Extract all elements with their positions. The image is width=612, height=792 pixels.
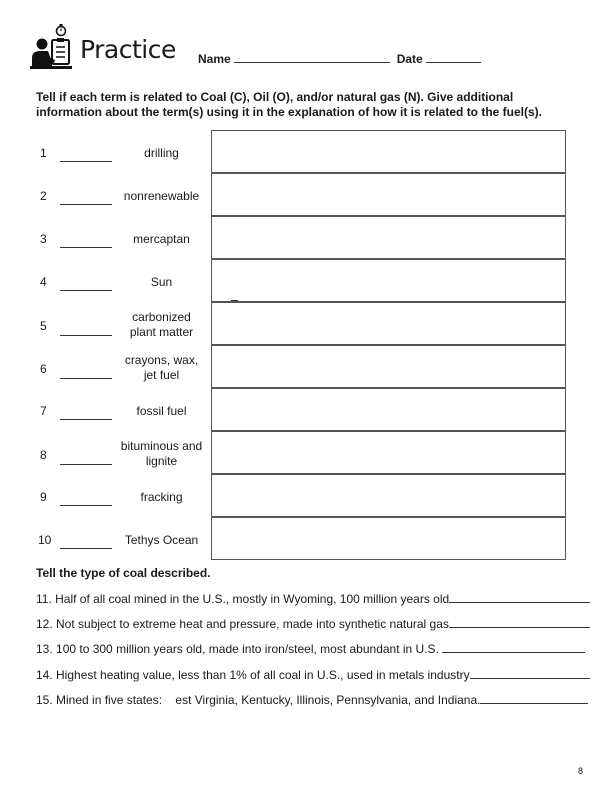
answer-blank[interactable] [60, 323, 112, 336]
coal-question [36, 692, 588, 707]
answer-blank[interactable] [60, 149, 112, 162]
page-number: 8 [578, 766, 584, 776]
term-number: 10 [38, 533, 52, 547]
term-row [36, 345, 566, 388]
term-number: 5 [40, 319, 47, 333]
coal-question [36, 641, 585, 656]
term-label: crayons, wax, jet fuel [124, 353, 199, 382]
explanation-box[interactable] [211, 216, 566, 259]
answer-blank[interactable] [60, 493, 112, 506]
explanation-box[interactable] [211, 259, 566, 302]
answer-line[interactable] [449, 616, 590, 628]
term-number: 7 [40, 404, 47, 418]
instructions: Tell if each term is related to Coal (C), Oil (O), and/or natural gas (N). Give additional information about the term(s) using it in the explanation of how it is related to the fuel(s). [36, 90, 543, 119]
term-row [36, 517, 566, 560]
term-row [36, 173, 566, 216]
term-number: 4 [40, 275, 47, 289]
answer-line[interactable] [480, 692, 588, 704]
coal-question [36, 667, 590, 682]
term-label: Tethys Ocean [124, 533, 199, 547]
explanation-box[interactable] [211, 517, 566, 560]
explanation-box[interactable] [211, 302, 566, 345]
student-practice-icon [30, 22, 74, 70]
term-row [36, 431, 566, 474]
term-label: drilling [144, 146, 179, 160]
term-row [36, 474, 566, 517]
answer-line[interactable] [470, 667, 590, 679]
explanation-box[interactable] [211, 474, 566, 517]
question-text: 14. Highest heating value, less than 1% of all coal in U.S., used in metals industry [36, 668, 470, 682]
explanation-box[interactable] [211, 130, 566, 173]
answer-line[interactable] [442, 641, 585, 653]
name-label: Name [198, 52, 231, 66]
coal-section-heading: Tell the type of coal described. [36, 566, 211, 580]
answer-blank[interactable] [60, 366, 112, 379]
answer-blank[interactable] [60, 452, 112, 465]
name-date-field[interactable] [198, 52, 481, 66]
answer-blank[interactable] [60, 407, 112, 420]
term-number: 1 [40, 146, 47, 160]
term-label: fracking [140, 490, 183, 504]
term-number: 8 [40, 448, 47, 462]
coal-question [36, 591, 590, 606]
term-row [36, 216, 566, 259]
question-text: 11. Half of all coal mined in the U.S., mostly in Wyoming, 100 million years old [36, 592, 450, 606]
term-number: 9 [40, 490, 47, 504]
answer-blank[interactable] [60, 192, 112, 205]
explanation-box[interactable] [211, 388, 566, 431]
term-row [36, 130, 566, 173]
explanation-box[interactable] [211, 345, 566, 388]
answer-blank[interactable] [60, 235, 112, 248]
explanation-box[interactable] [211, 431, 566, 474]
term-label: Sun [150, 275, 173, 289]
term-number: 6 [40, 362, 47, 376]
term-label: fossil fuel [136, 404, 187, 418]
explanation-box[interactable] [211, 173, 566, 216]
term-label: bituminous and lignite [120, 439, 203, 468]
term-row [36, 259, 566, 302]
answer-blank[interactable] [60, 278, 112, 291]
page-title: Practice [80, 35, 176, 64]
answer-line[interactable] [449, 591, 590, 603]
term-label: nonrenewable [123, 189, 200, 203]
question-text: 13. 100 to 300 million years old, made into iron/steel, most abundant in U.S. [36, 642, 439, 656]
page-header [30, 22, 590, 72]
term-number: 2 [40, 189, 47, 203]
term-row [36, 388, 566, 431]
coal-question [36, 616, 590, 631]
term-label: carbonized plant matter [129, 310, 194, 339]
stray-mark [231, 300, 238, 301]
question-text: 12. Not subject to extreme heat and pressure, made into synthetic natural gas [36, 617, 449, 631]
answer-blank[interactable] [60, 536, 112, 549]
date-label: Date [396, 52, 423, 66]
term-number: 3 [40, 232, 47, 246]
question-text: 15. Mined in five states: est Virginia, Kentucky, Illinois, Pennsylvania, and Indiana. [36, 693, 481, 707]
term-label: mercaptan [133, 232, 190, 246]
term-row [36, 302, 566, 345]
